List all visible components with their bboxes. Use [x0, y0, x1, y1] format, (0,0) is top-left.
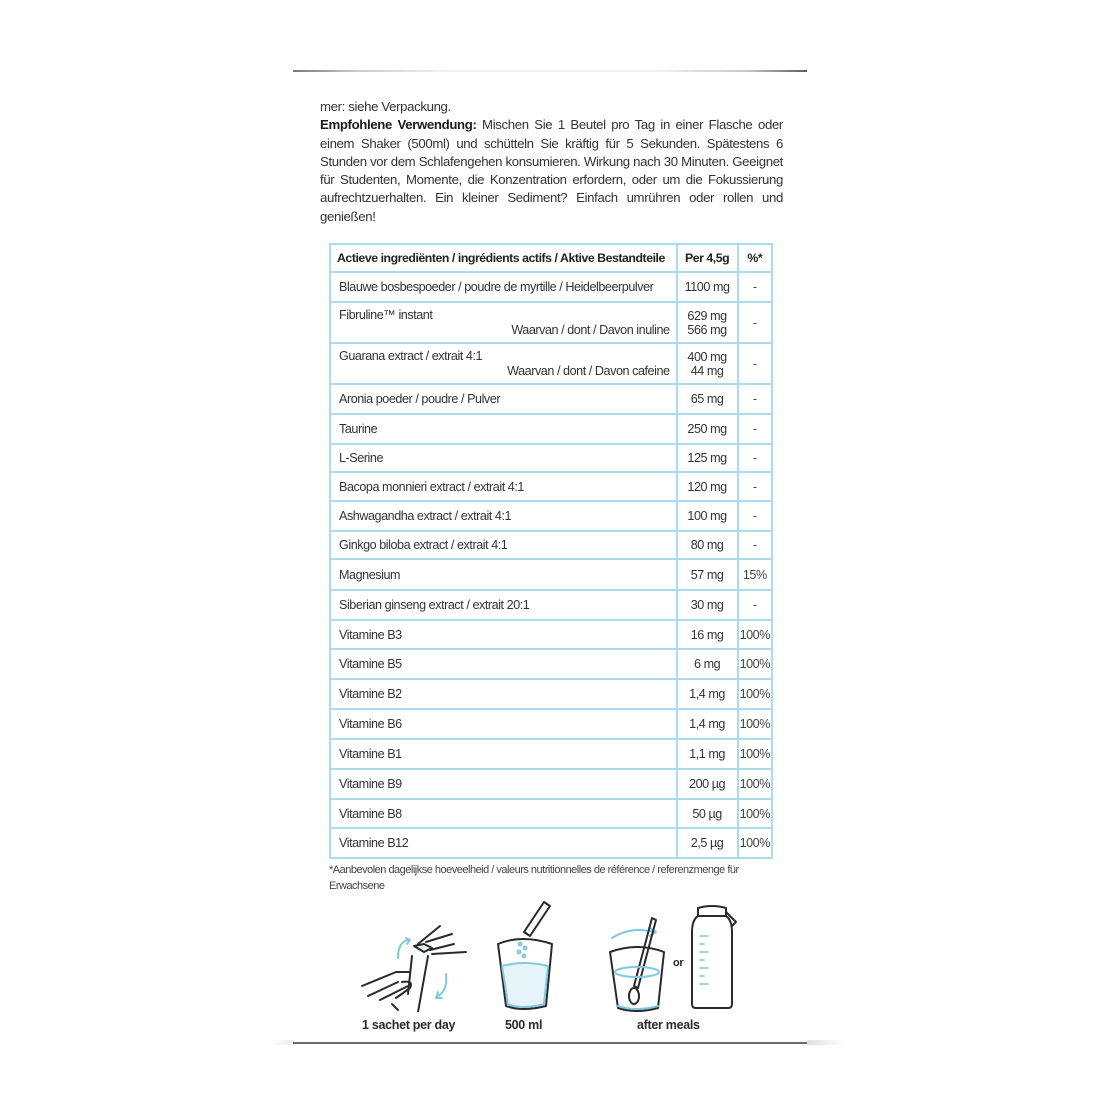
percent-cell: -	[738, 531, 772, 559]
ingredient-name-cell	[330, 769, 677, 799]
table-row	[330, 769, 772, 799]
amount-value: 50 µg	[692, 806, 722, 821]
ingredient-name-cell	[330, 414, 677, 444]
table-row	[330, 679, 772, 709]
amount-cell	[677, 620, 738, 649]
ingredient-name-cell	[330, 531, 677, 559]
percent-cell: -	[738, 384, 772, 414]
amount-value: 250 mg	[687, 422, 727, 436]
ingredient-name-cell	[330, 384, 677, 414]
ingredient-name-cell	[330, 302, 677, 343]
amount-cell	[677, 384, 738, 414]
percent-cell: 100%	[738, 620, 772, 649]
ingredient-name: Fibruline™ instant	[339, 308, 433, 322]
amount-value: 57 mg	[690, 567, 724, 582]
amount-cell	[677, 531, 738, 559]
table-row	[330, 799, 772, 828]
usage-label: Empfohlene Verwendung:	[320, 117, 477, 133]
ingredient-name: Bacopa monnieri extract / extrait 4:1	[339, 479, 524, 494]
ingredient-name: Vitamine B1	[339, 747, 402, 761]
ingredient-name-cell	[330, 828, 677, 858]
amount-cell	[677, 679, 738, 709]
ingredient-name: L-Serine	[339, 451, 384, 465]
ingredient-name: Vitamine B5	[339, 657, 402, 671]
percent-cell: -	[738, 414, 772, 444]
ingredient-name: Guarana extract / extrait 4:1	[339, 349, 483, 363]
ingredient-name-cell	[330, 501, 677, 531]
top-edge-divider	[293, 70, 807, 72]
ingredient-name: Ashwagandha extract / extrait 4:1	[339, 509, 512, 523]
amount-cell	[677, 559, 738, 590]
ingredient-name: Vitamine B12	[339, 836, 409, 850]
table-row	[330, 444, 772, 472]
amount-cell	[677, 444, 738, 472]
ingredient-name: Taurine	[339, 422, 378, 436]
ingredient-name-cell	[330, 799, 677, 828]
table-row	[330, 559, 772, 590]
bottom-edge-divider	[293, 1042, 807, 1044]
amount-value: 1100 mg	[684, 280, 730, 294]
table-row	[330, 501, 772, 531]
amount-value: 629 mg	[687, 308, 727, 323]
percent-cell: 100%	[738, 828, 772, 858]
ingredient-name: Vitamine B9	[339, 777, 402, 791]
percent-cell: 100%	[738, 799, 772, 828]
amount-cell	[677, 501, 738, 531]
shaker-bottle-icon	[688, 904, 740, 1010]
ingredient-name: Vitamine B8	[339, 806, 402, 821]
stir-glass-icon	[608, 916, 680, 1012]
step1-label: 1 sachet per day	[362, 1018, 456, 1032]
ingredient-name: Aronia poeder / poudre / Pulver	[339, 392, 501, 406]
nutrition-table-body	[330, 272, 772, 858]
table-row	[330, 272, 772, 302]
ingredient-name-cell	[330, 590, 677, 620]
intro-line: mer: siehe Verpackung.	[320, 99, 451, 114]
amount-value: 125 mg	[687, 451, 727, 465]
amount-cell	[677, 828, 738, 858]
amount-value: 100 mg	[687, 509, 727, 523]
table-row	[330, 531, 772, 559]
amount-value: 16 mg	[690, 627, 724, 642]
ingredient-name: Blauwe bosbespoeder / poudre de myrtille / Heidelbeerpulver	[339, 280, 654, 294]
ingredient-name-cell	[330, 272, 677, 302]
amount-value: 400 mg	[687, 349, 727, 364]
amount-value: 200 µg	[689, 777, 726, 791]
table-row	[330, 709, 772, 739]
shake-sachet-icon	[358, 916, 468, 1012]
table-row	[330, 739, 772, 769]
step3-label: after meals	[637, 1018, 700, 1032]
step2-label: 500 ml	[505, 1018, 543, 1032]
instruction-icons	[340, 900, 760, 1040]
amount-cell	[677, 769, 738, 799]
ingredient-name-cell	[330, 444, 677, 472]
table-row	[330, 590, 772, 620]
table-header-row	[330, 244, 772, 272]
amount-cell	[677, 739, 738, 769]
ingredient-name: Magnesium	[339, 567, 401, 582]
amount-value: 1,1 mg	[689, 747, 725, 761]
footnote: *Aanbevolen dagelijkse hoeveelheid / valeurs nutritionnelles de référence / referenzmenge für Erwachsene	[329, 864, 739, 892]
glass-pour-icon	[492, 900, 562, 1012]
amount-value: 65 mg	[690, 392, 724, 406]
table-row	[330, 302, 772, 343]
header-per-serving: Per 4,5g	[677, 244, 738, 272]
percent-cell: -	[738, 302, 772, 343]
ingredient-name-cell	[330, 679, 677, 709]
ingredient-name-cell	[330, 559, 677, 590]
edge-shadow	[807, 1040, 847, 1045]
ingredient-name: Vitamine B2	[339, 687, 402, 701]
ingredient-name: Vitamine B3	[339, 627, 402, 642]
percent-cell: -	[738, 501, 772, 531]
or-label: or	[673, 957, 684, 969]
header-percent: %*	[738, 244, 772, 272]
header-ingredients: Actieve ingrediënten / ingrédients actifs / Aktive Bestandteile	[330, 244, 677, 272]
ingredient-name: Vitamine B6	[339, 717, 402, 731]
amount-cell	[677, 414, 738, 444]
nutrition-table	[329, 243, 773, 859]
table-row	[330, 649, 772, 679]
table-row	[330, 384, 772, 414]
percent-cell: 100%	[738, 679, 772, 709]
ingredient-name: Siberian ginseng extract / extrait 20:1	[339, 598, 530, 612]
amount-value: 30 mg	[690, 598, 724, 612]
amount-value: 6 mg	[693, 657, 721, 671]
percent-cell: -	[738, 472, 772, 501]
amount-cell	[677, 799, 738, 828]
amount-cell	[677, 272, 738, 302]
percent-cell: -	[738, 444, 772, 472]
percent-cell: 100%	[738, 769, 772, 799]
amount-value: 120 mg	[687, 479, 727, 494]
amount-value: 1,4 mg	[689, 717, 725, 731]
table-row	[330, 828, 772, 858]
edge-shadow	[270, 1040, 294, 1045]
ingredient-name-cell	[330, 472, 677, 501]
table-row	[330, 620, 772, 649]
usage-instructions-text	[320, 98, 783, 226]
amount-value: 80 mg	[690, 538, 724, 552]
amount-value: 1,4 mg	[689, 687, 725, 701]
table-row	[330, 414, 772, 444]
amount-value: 2,5 µg	[690, 836, 724, 850]
amount-subvalue: 44 mg	[690, 363, 724, 378]
amount-cell	[677, 343, 738, 384]
percent-cell: 15%	[738, 559, 772, 590]
ingredient-name-cell	[330, 739, 677, 769]
ingredient-name-cell	[330, 620, 677, 649]
percent-cell: 100%	[738, 739, 772, 769]
ingredient-subtext: Waarvan / dont / Davon cafeine	[507, 364, 670, 378]
amount-cell	[677, 709, 738, 739]
amount-cell	[677, 302, 738, 343]
percent-cell: -	[738, 590, 772, 620]
table-row	[330, 343, 772, 384]
amount-cell	[677, 472, 738, 501]
amount-cell	[677, 590, 738, 620]
amount-subvalue: 566 mg	[687, 322, 727, 337]
usage-text: Mischen Sie 1 Beutel pro Tag in einer Flasche oder einem Shaker (500ml) und schütteln Sie kräftig für 5 Sekunden. Spätestens 6 Stunden vor dem Schlafengehen konsumieren. Wirkung nach 30 Minuten. Geeignet für Studenten, Momente, die Konzentration erfordern, oder um die Fokussierung aufrechtzuerhalten. Ein kleiner Sediment? Einfach umrühren oder rollen und genießen!	[320, 117, 783, 224]
table-row	[330, 472, 772, 501]
ingredient-name-cell	[330, 343, 677, 384]
percent-cell: 100%	[738, 709, 772, 739]
amount-cell	[677, 649, 738, 679]
percent-cell: 100%	[738, 649, 772, 679]
ingredient-name-cell	[330, 649, 677, 679]
ingredient-name: Ginkgo biloba extract / extrait 4:1	[339, 538, 508, 552]
percent-cell: -	[738, 343, 772, 384]
percent-cell: -	[738, 272, 772, 302]
ingredient-name-cell	[330, 709, 677, 739]
ingredient-subtext: Waarvan / dont / Davon inuline	[511, 323, 670, 337]
